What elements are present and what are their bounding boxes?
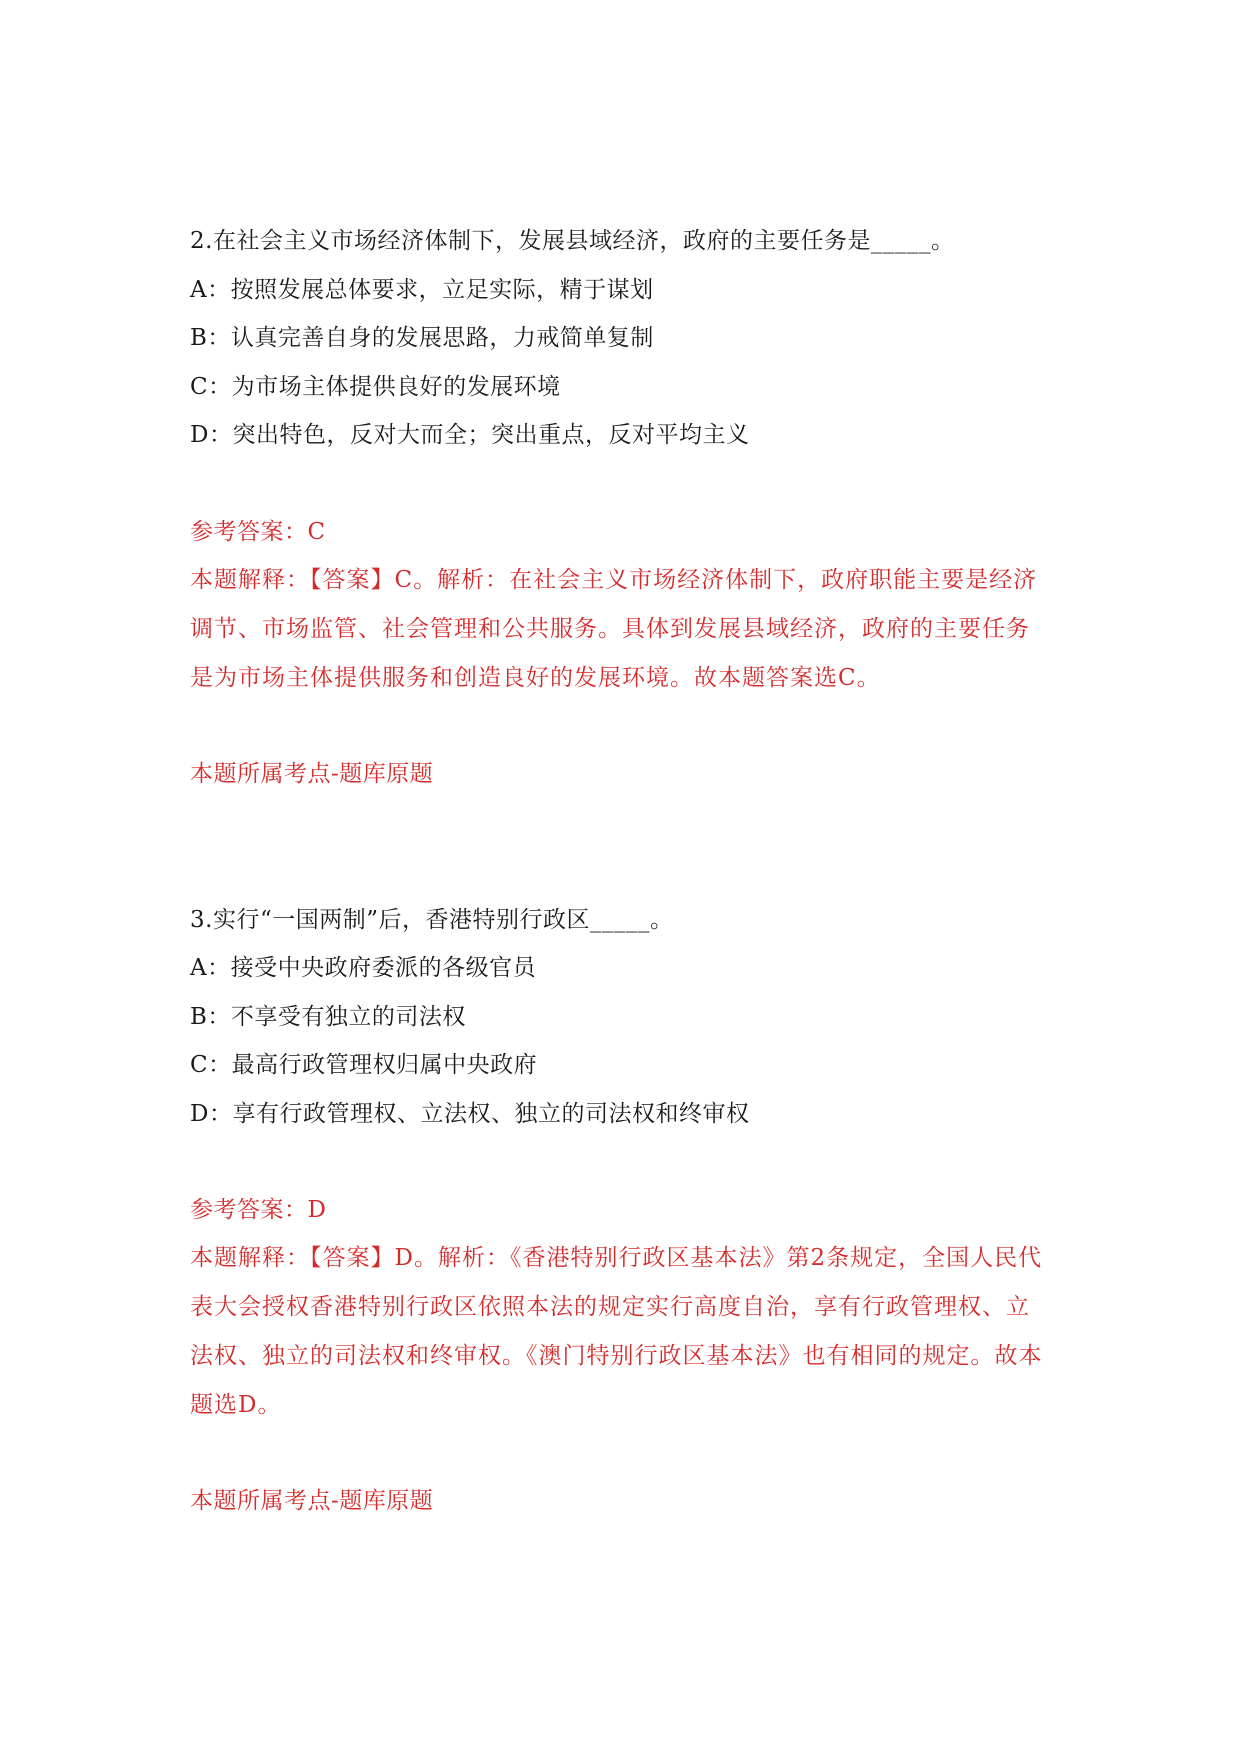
- question-2-option-a: A：按照发展总体要求，立足实际，精于谋划: [190, 277, 654, 303]
- question-3-option-d: D：享有行政管理权、立法权、独立的司法权和终审权: [190, 1101, 750, 1127]
- question-2-option-c: C：为市场主体提供良好的发展环境: [190, 374, 561, 400]
- question-3-option-c: C：最高行政管理权归属中央政府: [190, 1052, 538, 1078]
- question-3-option-a: A：接受中央政府委派的各级官员: [190, 955, 537, 981]
- question-3-answer: 参考答案：D: [190, 1197, 327, 1223]
- question-2-answer: 参考答案：C: [190, 519, 326, 545]
- question-2-explanation: 本题解释：【答案】C。解析：在社会主义市场经济体制下，政府职能主要是经济调节、市场监管、社会管理和公共服务。具体到发展县域经济，政府的主要任务是为市场主体提供服务和创造良好的发展环境。故本题答案选C。: [190, 567, 1038, 691]
- question-2-source: 本题所属考点-题库原题: [190, 761, 434, 787]
- question-3-option-b: B：不享受有独立的司法权: [190, 1004, 466, 1030]
- question-3-source: 本题所属考点-题库原题: [190, 1488, 434, 1514]
- question-2-stem: 2.在社会主义市场经济体制下，发展县域经济，政府的主要任务是_____。: [190, 228, 955, 254]
- question-3-explanation: 本题解释：【答案】D。解析：《香港特别行政区基本法》第2条规定，全国人民代表大会授权香港特别行政区依照本法的规定实行高度自治，享有行政管理权、立法权、独立的司法权和终审权。《澳门特别行政区基本法》也有相同的规定。故本题选D。: [190, 1245, 1043, 1418]
- question-2-option-b: B：认真完善自身的发展思路，力戒简单复制: [190, 325, 654, 351]
- question-2-option-d: D：突出特色，反对大而全；突出重点，反对平均主义: [190, 422, 750, 448]
- question-3-stem: 3.实行“一国两制”后，香港特别行政区_____。: [190, 907, 674, 933]
